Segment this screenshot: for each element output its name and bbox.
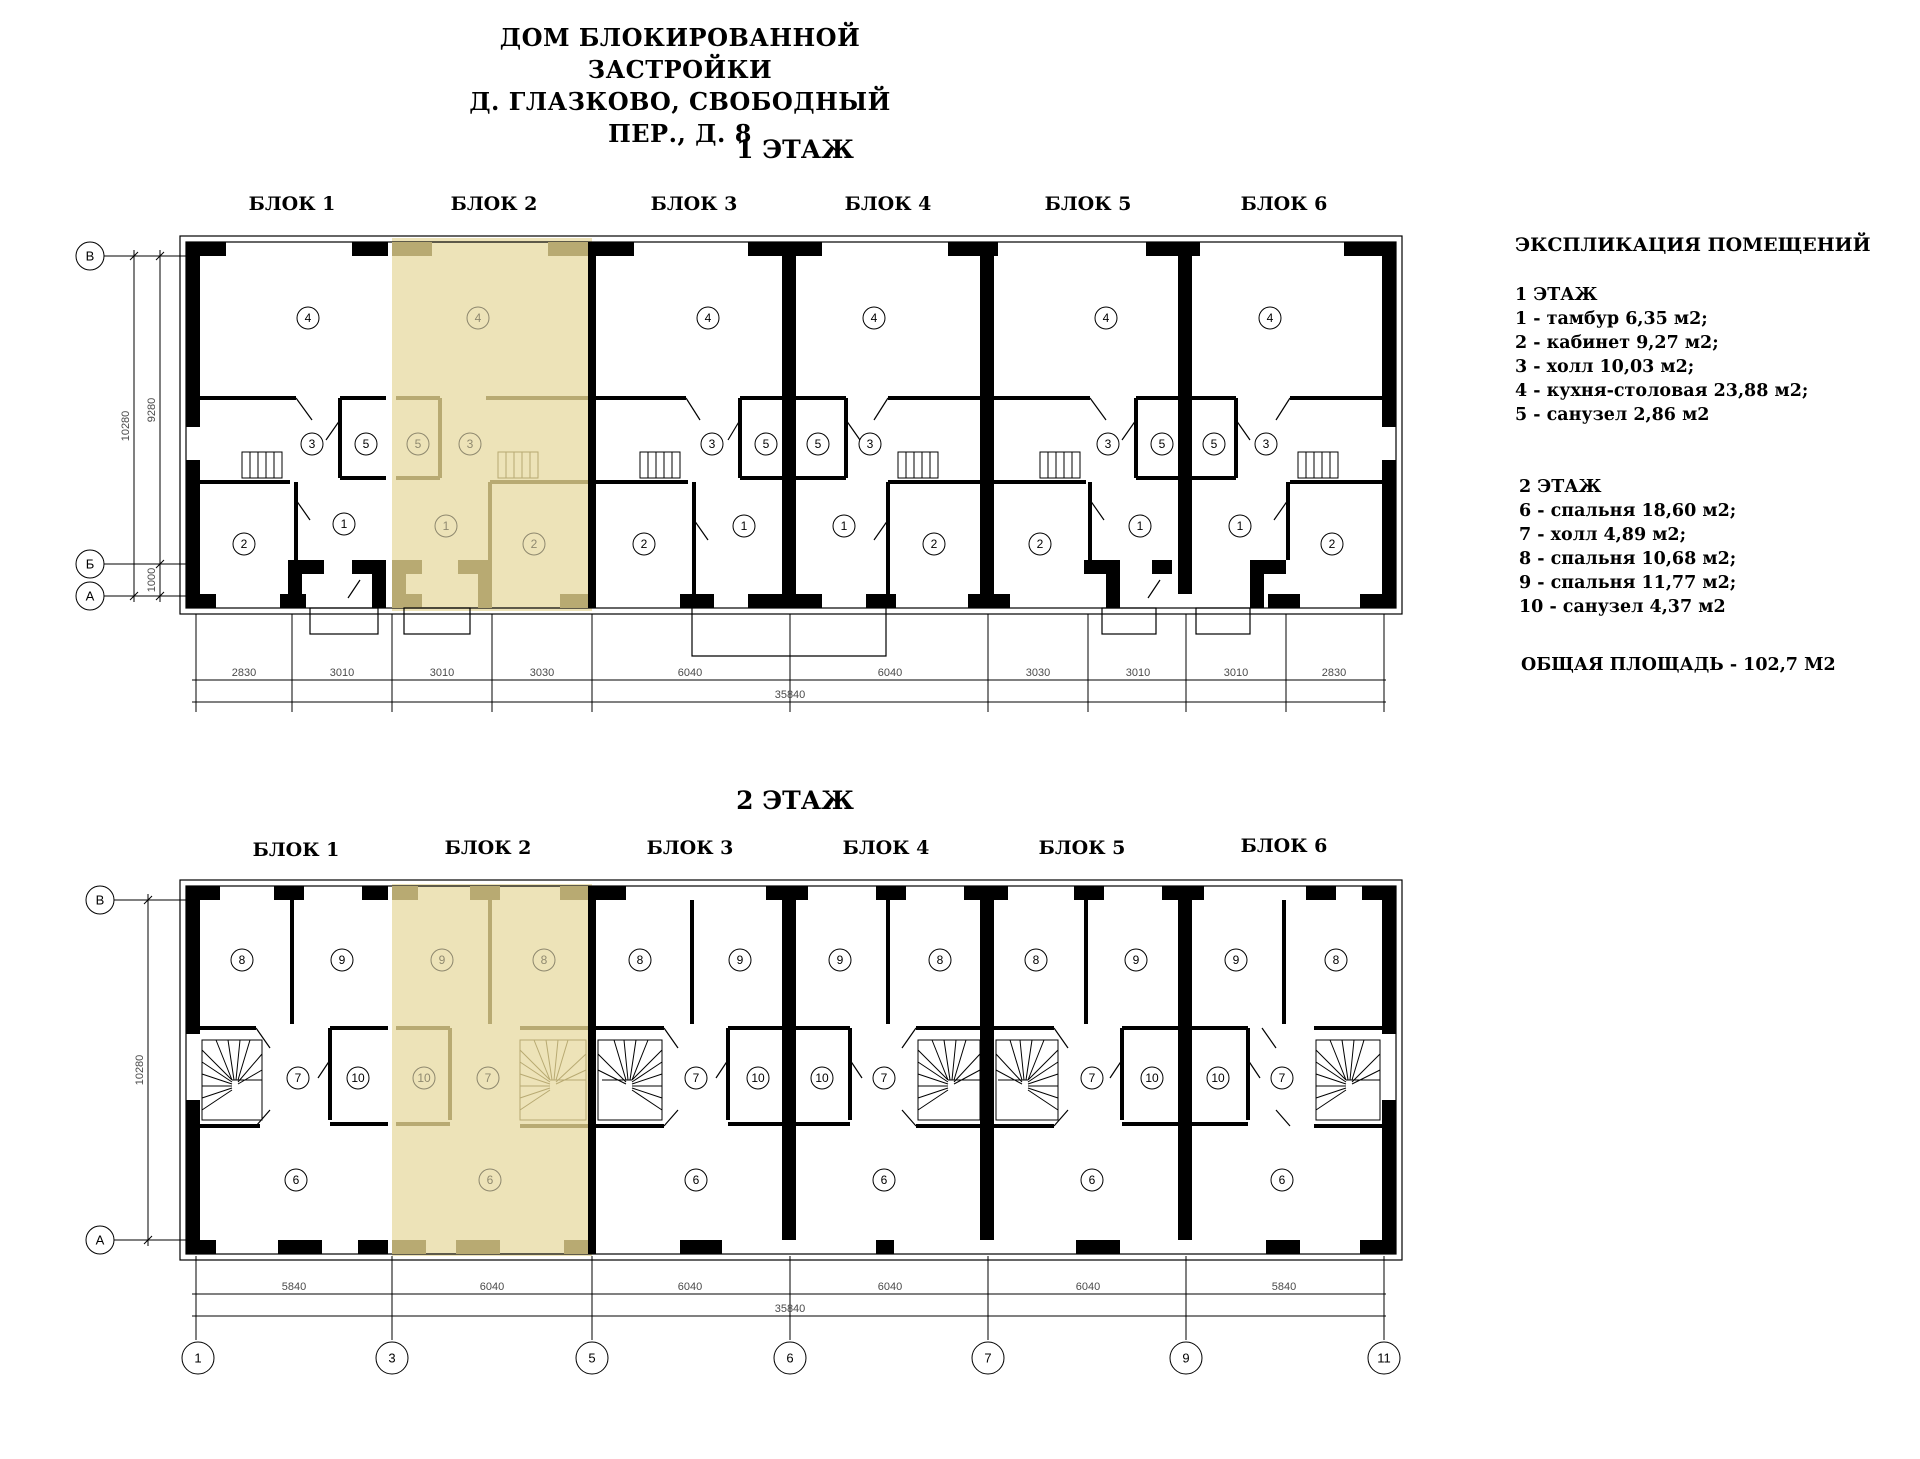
legend-item: 9 - спальня 11,77 м2; (1519, 573, 1737, 593)
svg-text:7: 7 (1278, 1071, 1286, 1085)
room-marker (733, 515, 755, 537)
room-marker (811, 1067, 833, 1089)
room-marker (1097, 433, 1119, 455)
room-marker (1081, 1169, 1103, 1191)
axis-label: А (95, 1232, 105, 1248)
svg-text:4: 4 (1266, 311, 1274, 325)
room-marker (331, 949, 353, 971)
room-marker (929, 949, 951, 971)
legend-item: 5 - санузел 2,86 м2 (1515, 405, 1710, 425)
room-marker (829, 949, 851, 971)
room-marker (1151, 433, 1173, 455)
grid-axis-label: 9 (1182, 1350, 1190, 1366)
room-marker (685, 1067, 707, 1089)
dim-label: 3010 (1223, 667, 1249, 679)
svg-text:10: 10 (1145, 1071, 1159, 1085)
svg-text:1: 1 (840, 519, 848, 533)
block-label: БЛОК 4 (842, 837, 930, 859)
svg-text:2: 2 (640, 537, 648, 551)
grid-axis-label: 1 (194, 1350, 202, 1366)
room-marker (347, 1067, 369, 1089)
room-marker (873, 1067, 895, 1089)
svg-text:10: 10 (417, 1071, 431, 1085)
block-label: БЛОК 2 (450, 193, 538, 215)
svg-text:6: 6 (692, 1173, 700, 1187)
svg-text:8: 8 (238, 953, 246, 967)
room-marker (1095, 307, 1117, 329)
svg-text:5: 5 (814, 437, 822, 451)
svg-text:2: 2 (240, 537, 248, 551)
room-marker (685, 1169, 707, 1191)
axis-label: В (85, 248, 95, 264)
room-marker (807, 433, 829, 455)
svg-text:10: 10 (351, 1071, 365, 1085)
svg-text:1: 1 (442, 519, 450, 533)
dim-label: 6040 (877, 667, 903, 679)
room-marker (1321, 533, 1343, 555)
svg-text:8: 8 (1032, 953, 1040, 967)
axis-label: А (85, 588, 95, 604)
dim-label: 2830 (1321, 667, 1347, 679)
room-marker (697, 307, 719, 329)
svg-text:1: 1 (1236, 519, 1244, 533)
title-line-2: Д. ГЛАЗКОВО, СВОБОДНЫЙ ПЕР., Д. 8 (469, 87, 891, 148)
legend-item: 3 - холл 10,03 м2; (1515, 357, 1695, 377)
dim-label: 1000 (146, 567, 158, 593)
dim-label: 6040 (677, 667, 703, 679)
svg-text:9: 9 (1232, 953, 1240, 967)
svg-text:8: 8 (936, 953, 944, 967)
svg-text:2: 2 (1036, 537, 1044, 551)
svg-text:8: 8 (1332, 953, 1340, 967)
block-label: БЛОК 1 (252, 839, 340, 861)
room-marker (231, 949, 253, 971)
floor2-title: 2 ЭТАЖ (736, 786, 854, 815)
room-marker (629, 949, 651, 971)
room-marker (1129, 515, 1151, 537)
legend-floor1-title: 1 ЭТАЖ (1515, 285, 1598, 305)
room-marker (1271, 1067, 1293, 1089)
dim-label: 5840 (281, 1281, 307, 1293)
svg-text:9: 9 (338, 953, 346, 967)
svg-text:3: 3 (866, 437, 874, 451)
svg-text:8: 8 (636, 953, 644, 967)
title-line-1: ДОМ БЛОКИРОВАННОЙ ЗАСТРОЙКИ (499, 23, 861, 84)
svg-text:10: 10 (751, 1071, 765, 1085)
dim-label: 6040 (677, 1281, 703, 1293)
floor1-title: 1 ЭТАЖ (736, 135, 854, 164)
svg-text:7: 7 (880, 1071, 888, 1085)
floor2-plan (86, 835, 1402, 1374)
dim-label: 3030 (529, 667, 555, 679)
floor1-plan (76, 193, 1402, 712)
room-marker (873, 1169, 895, 1191)
svg-text:9: 9 (1132, 953, 1140, 967)
dim-label: 6040 (877, 1281, 903, 1293)
dim-label: 10280 (134, 1054, 146, 1086)
grid-axis-label: 7 (984, 1350, 992, 1366)
svg-text:4: 4 (704, 311, 712, 325)
room-marker (755, 433, 777, 455)
room-marker (1271, 1169, 1293, 1191)
room-marker (285, 1169, 307, 1191)
room-marker (355, 433, 377, 455)
svg-text:7: 7 (692, 1071, 700, 1085)
svg-text:5: 5 (762, 437, 770, 451)
dim-label: 9280 (146, 397, 158, 423)
room-marker (863, 307, 885, 329)
svg-text:9: 9 (438, 953, 446, 967)
svg-text:5: 5 (414, 437, 422, 451)
svg-text:3: 3 (308, 437, 316, 451)
block-label: БЛОК 3 (650, 193, 738, 215)
grid-axis-label: 3 (388, 1350, 396, 1366)
dim-total: 35840 (774, 689, 806, 701)
svg-text:2: 2 (1328, 537, 1336, 551)
legend-title: ЭКСПЛИКАЦИЯ ПОМЕЩЕНИЙ (1515, 234, 1871, 256)
svg-text:7: 7 (1088, 1071, 1096, 1085)
svg-text:10: 10 (815, 1071, 829, 1085)
room-marker (747, 1067, 769, 1089)
room-marker (1029, 533, 1051, 555)
svg-text:9: 9 (836, 953, 844, 967)
legend-item: 7 - холл 4,89 м2; (1519, 525, 1687, 545)
block-label: БЛОК 4 (844, 193, 932, 215)
dim-label: 3010 (1125, 667, 1151, 679)
legend-floor2-title: 2 ЭТАЖ (1519, 477, 1602, 497)
axis-label: В (95, 892, 105, 908)
grid-axis-label: 5 (588, 1350, 596, 1366)
dim-label: 3010 (429, 667, 455, 679)
svg-text:6: 6 (880, 1173, 888, 1187)
svg-text:6: 6 (1088, 1173, 1096, 1187)
room-marker (1025, 949, 1047, 971)
svg-text:2: 2 (930, 537, 938, 551)
grid-axis-label: 6 (786, 1350, 794, 1366)
dim-label: 6040 (479, 1281, 505, 1293)
dim-label: 6040 (1075, 1281, 1101, 1293)
dim-total: 35840 (774, 1303, 806, 1315)
room-marker (701, 433, 723, 455)
svg-text:5: 5 (1210, 437, 1218, 451)
room-marker (297, 307, 319, 329)
room-marker (1225, 949, 1247, 971)
dim-label: 3030 (1025, 667, 1051, 679)
room-marker (633, 533, 655, 555)
room-marker (923, 533, 945, 555)
dim-label: 10280 (120, 410, 132, 442)
svg-text:7: 7 (294, 1071, 302, 1085)
room-marker (1125, 949, 1147, 971)
block-label: БЛОК 5 (1038, 837, 1126, 859)
room-marker (859, 433, 881, 455)
legend-item: 2 - кабинет 9,27 м2; (1515, 333, 1719, 353)
room-marker (333, 513, 355, 535)
room-marker (1229, 515, 1251, 537)
svg-text:4: 4 (304, 311, 312, 325)
block-label: БЛОК 2 (444, 837, 532, 859)
legend-item: 8 - спальня 10,68 м2; (1519, 549, 1737, 569)
svg-text:4: 4 (1102, 311, 1110, 325)
svg-text:2: 2 (530, 537, 538, 551)
svg-text:7: 7 (484, 1071, 492, 1085)
block-label: БЛОК 6 (1240, 835, 1328, 857)
room-marker (1141, 1067, 1163, 1089)
svg-text:5: 5 (362, 437, 370, 451)
dim-label: 5840 (1271, 1281, 1297, 1293)
legend-item: 4 - кухня-столовая 23,88 м2; (1515, 381, 1809, 401)
room-marker (301, 433, 323, 455)
room-marker (1325, 949, 1347, 971)
room-marker (1255, 433, 1277, 455)
svg-text:8: 8 (540, 953, 548, 967)
block-label: БЛОК 6 (1240, 193, 1328, 215)
svg-text:6: 6 (486, 1173, 494, 1187)
block-label: БЛОК 5 (1044, 193, 1132, 215)
axis-label: Б (85, 556, 95, 572)
dim-label: 2830 (231, 667, 257, 679)
svg-text:6: 6 (1278, 1173, 1286, 1187)
room-marker (1259, 307, 1281, 329)
room-marker (833, 515, 855, 537)
svg-text:3: 3 (466, 437, 474, 451)
room-marker (1207, 1067, 1229, 1089)
svg-text:4: 4 (870, 311, 878, 325)
room-marker (1081, 1067, 1103, 1089)
block-label: БЛОК 3 (646, 837, 734, 859)
legend-item: 6 - спальня 18,60 м2; (1519, 501, 1737, 521)
svg-text:10: 10 (1211, 1071, 1225, 1085)
room-marker (1203, 433, 1225, 455)
room-marker (729, 949, 751, 971)
svg-text:3: 3 (1104, 437, 1112, 451)
legend-total-area: ОБЩАЯ ПЛОЩАДЬ - 102,7 М2 (1521, 655, 1836, 675)
legend-item: 10 - санузел 4,37 м2 (1519, 597, 1726, 617)
svg-text:1: 1 (740, 519, 748, 533)
svg-text:5: 5 (1158, 437, 1166, 451)
grid-axis-label: 11 (1377, 1350, 1391, 1366)
svg-text:3: 3 (1262, 437, 1270, 451)
block-label: БЛОК 1 (248, 193, 336, 215)
svg-text:9: 9 (736, 953, 744, 967)
svg-text:1: 1 (340, 517, 348, 531)
room-marker (287, 1067, 309, 1089)
svg-text:4: 4 (474, 311, 482, 325)
svg-text:6: 6 (292, 1173, 300, 1187)
room-marker (233, 533, 255, 555)
dim-label: 3010 (329, 667, 355, 679)
svg-text:1: 1 (1136, 519, 1144, 533)
svg-text:3: 3 (708, 437, 716, 451)
legend-item: 1 - тамбур 6,35 м2; (1515, 309, 1708, 329)
